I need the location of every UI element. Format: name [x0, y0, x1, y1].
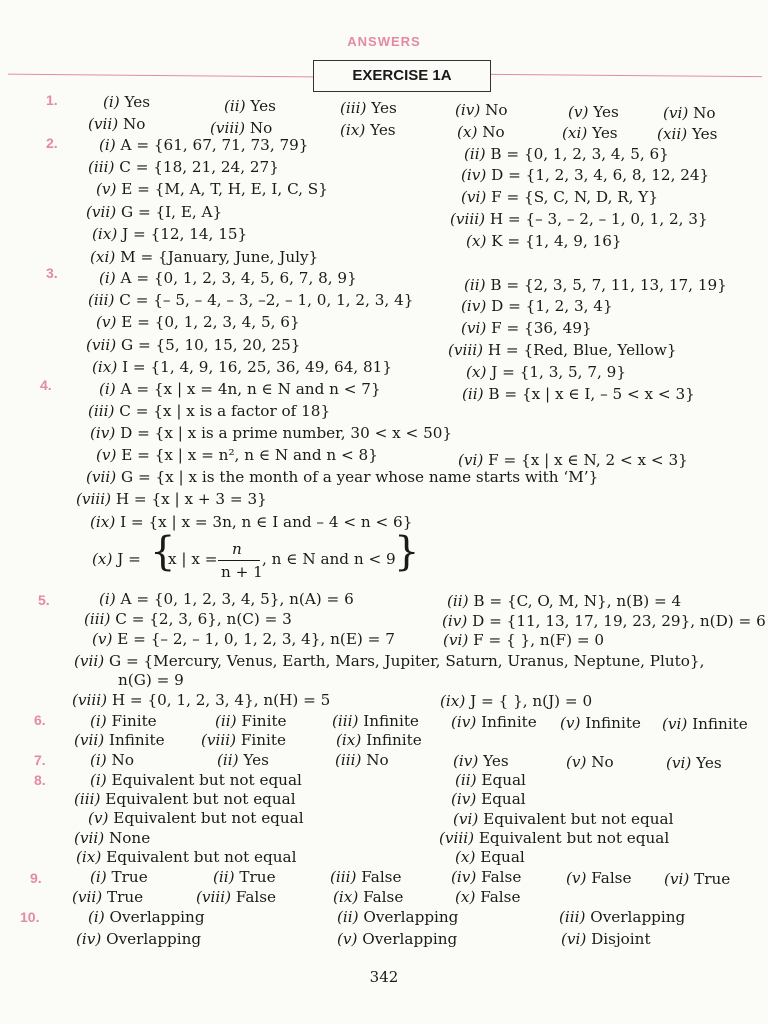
question-number: 8. — [34, 772, 46, 788]
answer-item: (v) Yes — [568, 103, 619, 121]
answer-item: (i) Overlapping — [88, 908, 205, 926]
answer-item: (iii) C = {x | x is a factor of 18} — [88, 402, 331, 420]
answer-item: (iii) False — [330, 868, 402, 886]
answer-item: (iii) Infinite — [332, 712, 419, 730]
answer-item: (v) Equivalent but not equal — [88, 809, 304, 827]
answer-item: (ix) I = {x | x = 3n, n ∈ I and – 4 < n < 6} — [90, 513, 413, 531]
answer-item: (vi) Equivalent but not equal — [453, 810, 674, 828]
answer-item: n(G) = 9 — [118, 671, 184, 689]
answer-item: (viii) H = {x | x + 3 = 3} — [76, 490, 267, 508]
answer-item: (vii) True — [72, 888, 144, 906]
answer-item: (iii) Yes — [340, 99, 397, 117]
answer-item: (ii) B = {2, 3, 5, 7, 11, 13, 17, 19} — [464, 276, 727, 294]
answer-item: (ii) B = {x | x ∈ I, – 5 < x < 3} — [462, 385, 695, 403]
answer-item: (i) Yes — [103, 93, 151, 111]
page-number: 342 — [369, 968, 399, 986]
right-brace: } — [394, 529, 420, 575]
answer-item: (iii) Equivalent but not equal — [74, 790, 296, 808]
answer-item: (vi) Infinite — [662, 715, 748, 733]
answer-item: (i) A = {0, 1, 2, 3, 4, 5, 6, 7, 8, 9} — [99, 269, 357, 287]
answer-item: (ii) B = {0, 1, 2, 3, 4, 5, 6} — [464, 145, 669, 163]
answer-item: (vi) F = {x | x ∈ N, 2 < x < 3} — [458, 451, 688, 469]
fraction-numerator: n — [232, 540, 242, 558]
answer-item: (xi) M = {January, June, July} — [90, 248, 319, 266]
answer-item: (x) Equal — [455, 848, 525, 866]
left-brace: { — [150, 529, 176, 575]
answer-item: (iv) Overlapping — [76, 930, 202, 948]
answer-item: (viii) Equivalent but not equal — [439, 829, 670, 847]
exercise-title: EXERCISE 1A — [313, 60, 491, 92]
fraction-denominator: n + 1 — [221, 563, 263, 581]
answer-item: (v) E = {x | x = n², n ∈ N and n < 8} — [96, 446, 378, 464]
answer-item: (ix) J = {12, 14, 15} — [92, 225, 248, 243]
question-number: 1. — [46, 92, 58, 108]
answer-item: (x) K = {1, 4, 9, 16} — [466, 232, 622, 250]
answer-item: (i) Equivalent but not equal — [90, 771, 302, 789]
question-number: 10. — [20, 909, 40, 925]
answer-item: (viii) No — [210, 119, 273, 137]
answer-item: (x) J = — [92, 550, 141, 568]
answer-item: (iv) Infinite — [451, 713, 537, 731]
answer-item: (iii) C = {18, 21, 24, 27} — [88, 158, 279, 176]
answer-item: (v) False — [566, 869, 632, 887]
answer-item: (iii) C = {2, 3, 6}, n(C) = 3 — [84, 610, 292, 628]
answer-item: (ix) Yes — [340, 121, 396, 139]
answer-item: (iv) D = {1, 2, 3, 4, 6, 8, 12, 24} — [461, 166, 710, 184]
answer-item: (ii) Overlapping — [337, 908, 459, 926]
fraction-bar — [218, 560, 260, 561]
answer-item: (iv) No — [455, 101, 508, 119]
answer-item: (i) A = {61, 67, 71, 73, 79} — [99, 136, 309, 154]
answer-item: (xi) Yes — [562, 124, 618, 142]
answer-item: (vii) None — [74, 829, 151, 847]
answer-item: (i) Finite — [90, 712, 157, 730]
answer-item: (ix) I = {1, 4, 9, 16, 25, 36, 49, 64, 81} — [92, 358, 392, 376]
answer-item: (ii) B = {C, O, M, N}, n(B) = 4 — [447, 592, 682, 610]
answer-item: (vi) F = { }, n(F) = 0 — [443, 631, 605, 649]
answer-item: (ii) Yes — [224, 97, 276, 115]
answer-item: (viii) H = {0, 1, 2, 3, 4}, n(H) = 5 — [72, 691, 331, 709]
question-number: 5. — [38, 592, 50, 608]
answer-item: (ii) True — [213, 868, 276, 886]
answer-item: (vi) True — [664, 870, 731, 888]
answer-item: (vi) F = {36, 49} — [461, 319, 592, 337]
answer-item: (iv) D = {11, 13, 17, 19, 23, 29}, n(D) = 6 — [442, 612, 766, 630]
answer-item: (iii) Overlapping — [559, 908, 686, 926]
answer-item: (vi) Yes — [666, 754, 722, 772]
question-number: 2. — [46, 135, 58, 151]
answer-item: (ix) J = { }, n(J) = 0 — [440, 692, 593, 710]
answer-item: (ii) Yes — [217, 751, 269, 769]
answer-item: (ii) Finite — [215, 712, 287, 730]
answer-item: (iv) Equal — [451, 790, 526, 808]
answer-item: (ix) Infinite — [336, 731, 422, 749]
question-number: 7. — [34, 752, 46, 768]
answer-item: (i) No — [90, 751, 134, 769]
answer-item: (v) E = {0, 1, 2, 3, 4, 5, 6} — [96, 313, 300, 331]
answer-item: (viii) H = {– 3, – 2, – 1, 0, 1, 2, 3} — [450, 210, 708, 228]
answer-item: (viii) Finite — [201, 731, 286, 749]
answer-item: (i) A = {x | x = 4n, n ∈ N and n < 7} — [99, 380, 381, 398]
answer-item: (iii) C = {– 5, – 4, – 3, –2, – 1, 0, 1, 2, 3, 4} — [88, 291, 414, 309]
answer-item: (vii) No — [88, 115, 146, 133]
set-builder-suffix: , n ∈ N and n < 9 — [262, 550, 396, 568]
answer-item: (v) No — [566, 753, 614, 771]
answer-item: (vii) G = {5, 10, 15, 20, 25} — [86, 336, 301, 354]
question-number: 6. — [34, 712, 46, 728]
answer-item: (vii) G = {I, E, A} — [86, 203, 223, 221]
answer-item: (v) Infinite — [560, 714, 641, 732]
question-number: 9. — [30, 870, 42, 886]
answer-item: (iv) D = {x | x is a prime number, 30 < x < 50} — [90, 424, 453, 442]
answer-item: (iv) Yes — [453, 752, 509, 770]
answer-item: (viii) H = {Red, Blue, Yellow} — [448, 341, 677, 359]
answer-item: (i) A = {0, 1, 2, 3, 4, 5}, n(A) = 6 — [99, 590, 354, 608]
answer-item: (iii) No — [335, 751, 389, 769]
answer-item: (ii) Equal — [455, 771, 526, 789]
answer-item: (x) False — [455, 888, 521, 906]
answer-item: (x) J = {1, 3, 5, 7, 9} — [466, 363, 626, 381]
header-rule-right — [490, 74, 762, 77]
answer-item: (xii) Yes — [657, 125, 718, 143]
answer-item: (vi) No — [663, 104, 716, 122]
answer-item: (vii) Infinite — [74, 731, 165, 749]
answer-item: (vii) G = {x | x is the month of a year whose name starts with ‘M’} — [86, 468, 599, 486]
answer-item: (vi) Disjoint — [561, 930, 651, 948]
answer-item: (vi) F = {S, C, N, D, R, Y} — [461, 188, 658, 206]
answer-item: (v) E = {M, A, T, H, E, I, C, S} — [96, 180, 328, 198]
answer-item: (i) True — [90, 868, 148, 886]
question-number: 4. — [40, 377, 52, 393]
question-number: 3. — [46, 265, 58, 281]
answer-item: (v) Overlapping — [337, 930, 458, 948]
answer-item: (ix) Equivalent but not equal — [76, 848, 297, 866]
answer-item: (vii) G = {Mercury, Venus, Earth, Mars, Jupiter, Saturn, Uranus, Neptune, Pluto}, — [74, 652, 705, 670]
set-builder-prefix: x | x = — [168, 550, 218, 568]
answer-item: (ix) False — [333, 888, 404, 906]
answer-item: (x) No — [457, 123, 505, 141]
answer-item: (iv) False — [451, 868, 522, 886]
answer-item: (iv) D = {1, 2, 3, 4} — [461, 297, 613, 315]
header-rule-left — [8, 74, 313, 78]
page-header: ANSWERS — [347, 34, 421, 49]
answer-item: (viii) False — [196, 888, 277, 906]
answer-item: (v) E = {– 2, – 1, 0, 1, 2, 3, 4}, n(E) = 7 — [92, 630, 395, 648]
